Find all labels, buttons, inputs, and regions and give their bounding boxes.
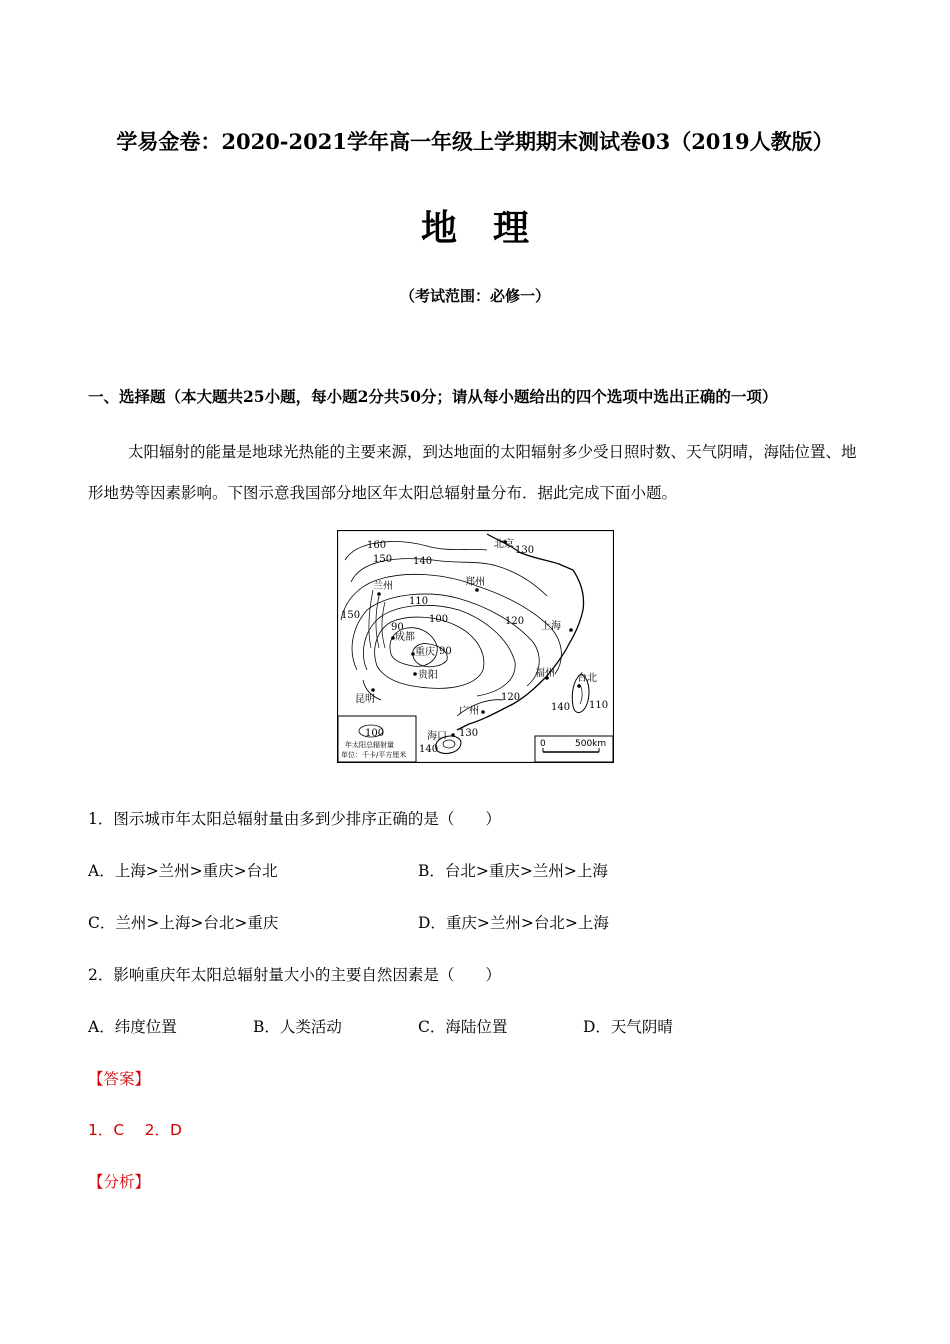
question-2-option-b: B．人类活动 (253, 1018, 342, 1036)
map-scale-zero: 0 (540, 739, 546, 749)
map-city-label: 广州 (459, 706, 479, 717)
section-heading: 一、选择题（本大题共25小题，每小题2分共50分；请从每小题给出的四个选项中选出正确的一项） (88, 387, 778, 406)
question-1-option-c: C．兰州>上海>台北>重庆 (88, 914, 279, 932)
question-1-option-d: D．重庆>兰州>台北>上海 (418, 914, 609, 932)
map-contour-label: 100 (429, 614, 449, 625)
question-1-stem: 1．图示城市年太阳总辐射量由多到少排序正确的是（ ） (88, 810, 501, 828)
map-contour-label: 140 (413, 556, 433, 567)
map-contour-label: 150 (341, 610, 361, 621)
analysis-label: 【分析】 (88, 1173, 151, 1191)
question-passage: 太阳辐射的能量是地球光热能的主要来源，到达地面的太阳辐射多少受日照时数、天气阴晴，海陆位置、地形地势等因素影响。下图示意我国部分地区年太阳总辐射量分布．据此完成下面小题。 (88, 443, 857, 502)
map-city-label: 上海 (541, 621, 561, 632)
map-city-label: 贵阳 (418, 670, 438, 681)
question-1-option-b: B．台北>重庆>兰州>上海 (418, 862, 608, 880)
document-title: 学易金卷：2020-2021学年高一年级上学期期末测试卷03（2019人教版） (116, 129, 834, 154)
map-city-label: 海口 (427, 731, 447, 742)
map-city-label: 福州 (535, 668, 555, 679)
map-contour-label: 150 (373, 554, 393, 565)
map-contour-label: 140 (551, 702, 571, 713)
question-2-stem: 2．影响重庆年太阳总辐射量大小的主要自然因素是（ ） (88, 966, 501, 984)
subject-title: 地理 (420, 207, 565, 249)
map-city-label: 成都 (395, 632, 415, 643)
map-contour-label: 90 (439, 646, 452, 657)
map-city-label: 重庆 (415, 647, 435, 658)
map-city-label: 郑州 (465, 577, 485, 588)
answer-text: 1．C 2．D (88, 1121, 182, 1139)
map-city-label: 兰州 (373, 581, 393, 592)
map-contour-label: 120 (505, 616, 525, 627)
map-contour-label: 90 (391, 622, 404, 633)
question-1-option-a: A．上海>兰州>重庆>台北 (88, 862, 278, 880)
map-contour-label: 140 (419, 744, 439, 755)
map-contour-label: 160 (367, 540, 387, 551)
map-scale-label: 500km (575, 739, 607, 749)
answer-label: 【答案】 (88, 1070, 151, 1088)
map-contour-label: 130 (515, 545, 535, 556)
map-city-label: 昆明 (355, 694, 375, 705)
map-legend-value: 100 (365, 728, 385, 739)
map-contour-label: 110 (409, 596, 429, 607)
map-legend-title: 年太阳总辐射量 (345, 741, 394, 749)
question-2-option-a: A．纬度位置 (88, 1018, 177, 1036)
map-contour-label: 130 (459, 728, 479, 739)
map-city-label: 台北 (577, 673, 597, 684)
solar-radiation-map (337, 530, 614, 763)
map-contour-label: 120 (501, 692, 521, 703)
map-contour-label: 110 (589, 700, 609, 711)
map-city-label: 北京 (494, 539, 514, 550)
exam-scope: （考试范围：必修一） (399, 287, 550, 305)
question-2-option-c: C．海陆位置 (418, 1018, 508, 1036)
question-2-option-d: D．天气阴晴 (583, 1018, 673, 1036)
map-legend-unit: 单位：千卡/平方厘米 (341, 751, 407, 759)
